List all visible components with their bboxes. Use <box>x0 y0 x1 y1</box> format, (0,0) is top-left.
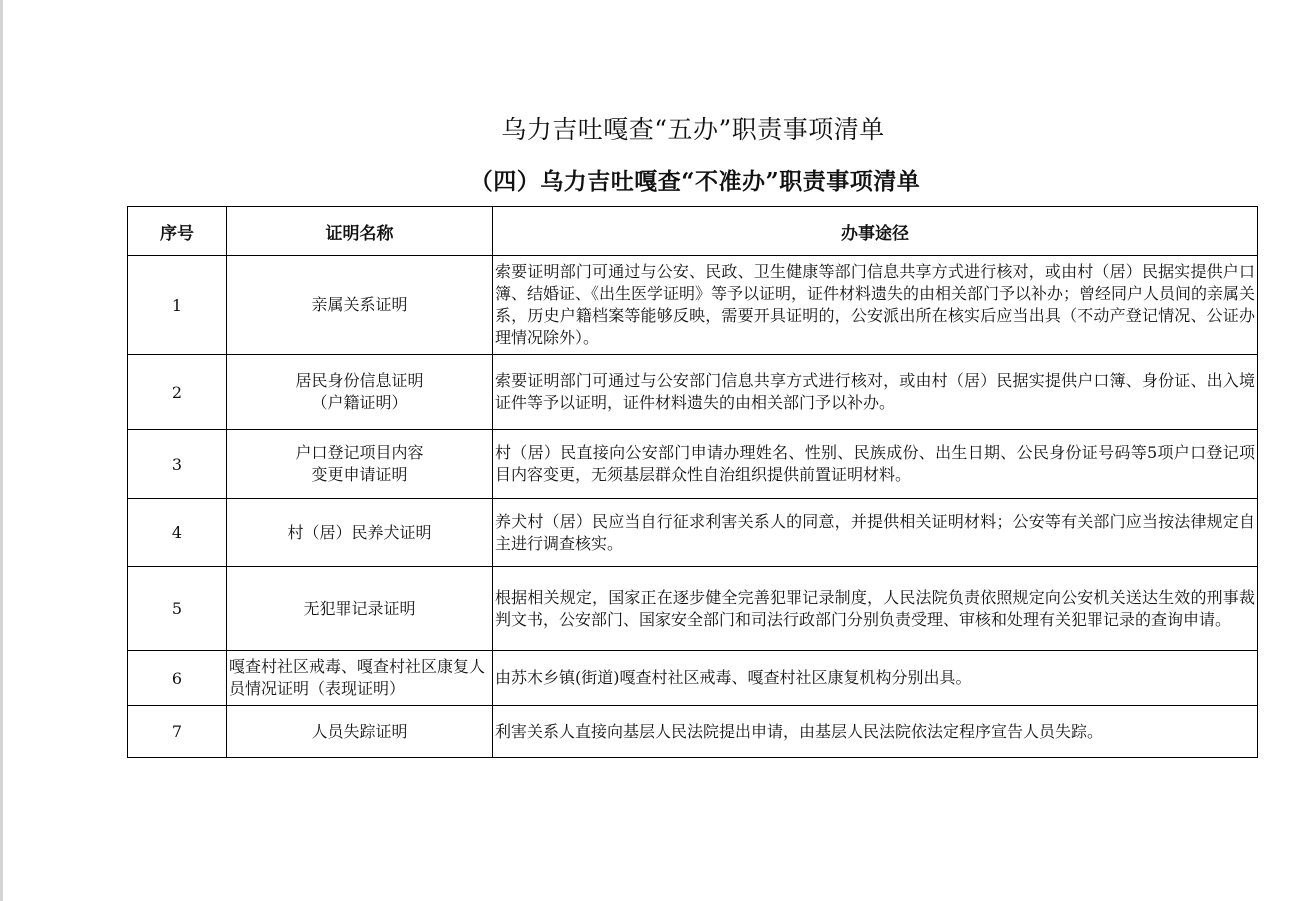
duty-items-table <box>127 206 1258 758</box>
row-no: 5 <box>128 567 227 651</box>
table-row <box>128 499 1258 567</box>
row-name: 村（居）民养犬证明 <box>227 499 493 567</box>
row-no: 6 <box>128 651 227 706</box>
header-no: 序号 <box>128 207 227 256</box>
row-name <box>227 355 493 430</box>
row-name-line1: 居民身份信息证明 <box>295 371 424 390</box>
document-title: 乌力吉吐嘎查“五办”职责事项清单 <box>501 115 885 144</box>
row-no: 7 <box>128 706 227 758</box>
row-name-line2: 变更申请证明 <box>311 465 408 484</box>
row-no: 2 <box>128 355 227 430</box>
table-row <box>128 567 1258 651</box>
row-name-line1: 户口登记项目内容 <box>295 443 424 462</box>
table-row <box>128 430 1258 499</box>
table-row <box>128 706 1258 758</box>
row-no: 1 <box>128 256 227 355</box>
row-name: 亲属关系证明 <box>227 256 493 355</box>
table-row <box>128 355 1258 430</box>
row-route: 由苏木乡镇(街道)嘎查村社区戒毒、嘎查村社区康复机构分别出具。 <box>493 651 1258 706</box>
row-name-line2: （户籍证明） <box>311 393 408 412</box>
row-name: 嘎查村社区戒毒、嘎查村社区康复人员情况证明（表现证明） <box>227 651 493 706</box>
row-name: 无犯罪记录证明 <box>227 567 493 651</box>
row-no: 3 <box>128 430 227 499</box>
row-route: 根据相关规定，国家正在逐步健全完善犯罪记录制度，人民法院负责依照规定向公安机关送达生效的刑事裁判文书，公安部门、国家安全部门和司法行政部门分别负责受理、审核和处理有关犯罪记录的查询申请。 <box>493 567 1258 651</box>
table-row <box>128 256 1258 355</box>
row-no: 4 <box>128 499 227 567</box>
row-name <box>227 430 493 499</box>
document-subtitle: （四）乌力吉吐嘎查“不准办”职责事项清单 <box>469 168 921 195</box>
row-route: 索要证明部门可通过与公安部门信息共享方式进行核对，或由村（居）民据实提供户口簿、身份证、出入境证件等予以证明，证件材料遗失的由相关部门予以补办。 <box>493 355 1258 430</box>
row-route: 利害关系人直接向基层人民法院提出申请，由基层人民法院依法定程序宣告人员失踪。 <box>493 706 1258 758</box>
row-route: 索要证明部门可通过与公安、民政、卫生健康等部门信息共享方式进行核对，或由村（居）民据实提供户口簿、结婚证、《出生医学证明》等予以证明，证件材料遗失的由相关部门予以补办；曾经同户人员间的亲属关系，历史户籍档案等能够反映，需要开具证明的，公安派出所在核实后应当出具（不动产登记情况、公证办理情况除外）。 <box>493 256 1258 355</box>
table-row <box>128 651 1258 706</box>
row-route: 养犬村（居）民应当自行征求利害关系人的同意，并提供相关证明材料；公安等有关部门应当按法律规定自主进行调查核实。 <box>493 499 1258 567</box>
table-header-row <box>128 207 1258 256</box>
header-route: 办事途径 <box>493 207 1258 256</box>
row-name: 人员失踪证明 <box>227 706 493 758</box>
header-name: 证明名称 <box>227 207 493 256</box>
row-route: 村（居）民直接向公安部门申请办理姓名、性别、民族成份、出生日期、公民身份证号码等5项户口登记项目内容变更，无须基层群众性自治组织提供前置证明材料。 <box>493 430 1258 499</box>
